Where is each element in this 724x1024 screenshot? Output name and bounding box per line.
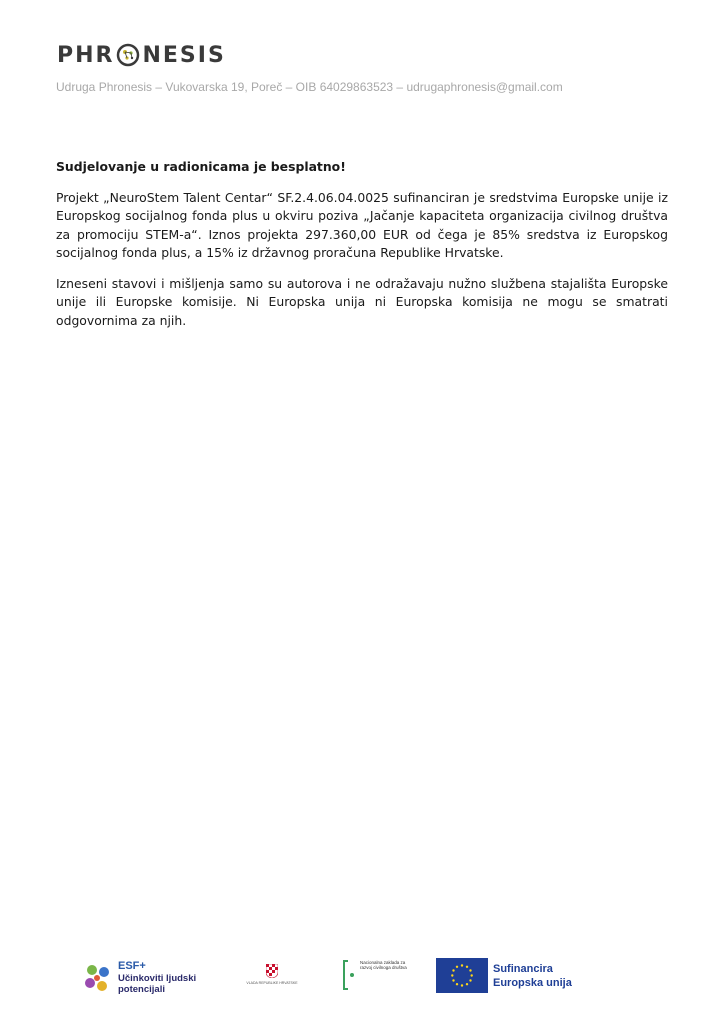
organization-address: Udruga Phronesis – Vukovarska 19, Poreč – OIB 64029863523 – udrugaphronesis@gmail.com bbox=[56, 80, 563, 94]
brain-icon bbox=[116, 43, 140, 67]
government-text: VLADA REPUBLIKE HRVATSKE bbox=[246, 981, 298, 985]
croatian-government-logo bbox=[246, 964, 298, 994]
esf-subtitle: Učinkoviti ljudski potencijali bbox=[118, 973, 197, 995]
eu-cofunded-text bbox=[493, 962, 572, 990]
national-foundation-text: Nacionalna zaklada za razvoj civilnoga društva bbox=[360, 960, 407, 971]
esf-flower-icon bbox=[82, 962, 114, 996]
free-workshops-heading: Sudjelovanje u radionicama je besplatno! bbox=[56, 159, 346, 174]
logo-text-left: PHR bbox=[57, 42, 115, 68]
esf-title: ESF+ bbox=[118, 960, 146, 972]
eu-flag-icon bbox=[436, 958, 488, 993]
project-funding-paragraph: Projekt „NeuroStem Talent Centar“ SF.2.4.06.04.0025 sufinanciran je sredstvima Europske unije iz Europskog socijalnog fonda plus u okviru poziva „Jačanje kapaciteta organizacija civilnog društva za promociju STEM-a“. Iznos projekta 297.360,00 EUR od čega je 85% sredstva iz Europskog socijalnog fonda plus, a 15% iz državnog proračuna Republike Hrvatske. bbox=[56, 189, 668, 260]
esf-logo bbox=[82, 958, 212, 1002]
eu-text-line-2: Europska unija bbox=[493, 977, 572, 989]
eu-cofunded-logo bbox=[436, 958, 586, 994]
disclaimer-paragraph: Izneseni stavovi i mišljenja samo su autorova i ne odražavaju nužno službena stajališta Europske unije ili Europske komisije. Ni Europska unija ni Europska komisija ne mogu se smatrati odgovornima za njih. bbox=[56, 275, 668, 328]
eu-text-line-1: Sufinancira bbox=[493, 963, 553, 975]
croatian-coat-of-arms-icon bbox=[266, 964, 278, 978]
funding-logos-footer bbox=[0, 950, 724, 1010]
logo-text-right: NESIS bbox=[142, 42, 226, 68]
national-foundation-logo bbox=[342, 958, 414, 1002]
phronesis-logo bbox=[57, 42, 226, 68]
document-body bbox=[56, 158, 668, 342]
bracket-icon bbox=[342, 960, 356, 990]
